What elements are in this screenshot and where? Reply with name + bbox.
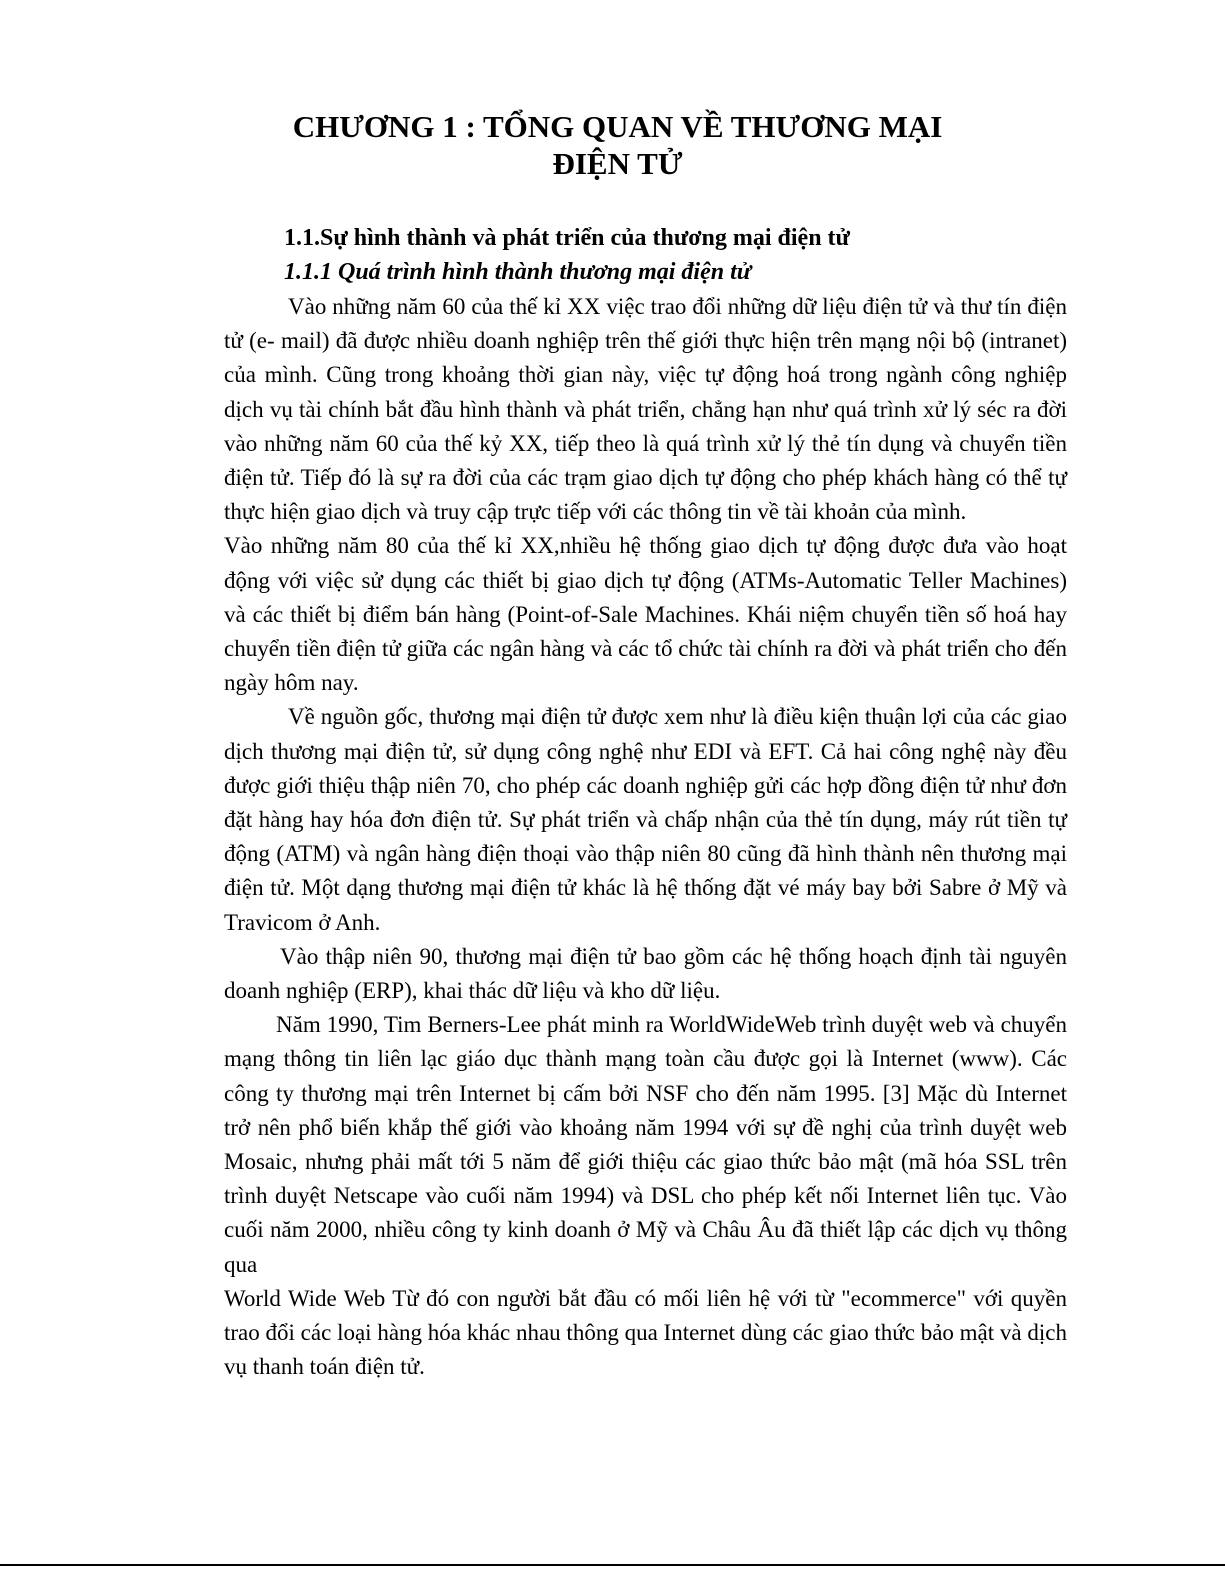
paragraph-3: Về nguồn gốc, thương mại điện tử được xem như là điều kiện thuận lợi của các giao dịch thương mại điện tử, sử dụng công nghệ như EDI và EFT. Cả hai công nghệ này đều được giới thiệu thập niên 70, cho phép các doanh nghiệp gửi các hợp đồng điện tử như đơn đặt hàng hay hóa đơn điện tử. Sự phát triển và chấp nhận của thẻ tín dụng, máy rút tiền tự động (ATM) và ngân hàng điện thoại vào thập niên 80 cũng đã hình thành nên thương mại điện tử. Một dạng thương mại điện tử khác là hệ thống đặt vé máy bay bởi Sabre ở Mỹ và Travicom ở Anh. xyxy=(224,704,1067,935)
paragraph-4: Vào thập niên 90, thương mại điện tử bao gồm các hệ thống hoạch định tài nguyên doanh nghiệp (ERP), khai thác dữ liệu và kho dữ liệu. xyxy=(224,943,1067,1004)
footer-divider xyxy=(0,1564,1225,1566)
subsection-heading: 1.1.1 Quá trình hình thành thương mại điện tử xyxy=(284,259,752,285)
chapter-title xyxy=(160,108,1075,182)
document-body xyxy=(224,290,1067,1385)
paragraph-5: Năm 1990, Tim Berners-Lee phát minh ra WorldWideWeb trình duyệt web và chuyển mạng thông tin liên lạc giáo dục thành mạng toàn cầu được gọi là Internet (www). Các công ty thương mại trên Internet bị cấm bởi NSF cho đến năm 1995. [3] Mặc dù Internet trở nên phổ biến khắp thế giới vào khoảng năm 1994 với sự đề nghị của trình duyệt web Mosaic, nhưng phải mất tới 5 năm để giới thiệu các giao thức bảo mật (mã hóa SSL trên trình duyệt Netscape vào cuối năm 1994) và DSL cho phép kết nối Internet liên tục. Vào cuối năm 2000, nhiều công ty kinh doanh ở Mỹ và Châu Âu đã thiết lập các dịch vụ thông qua xyxy=(224,1012,1067,1277)
paragraph-6: World Wide Web Từ đó con người bắt đầu có mối liên hệ với từ "ecommerce" với quyền trao đổi các loại hàng hóa khác nhau thông qua Internet dùng các giao thức bảo mật và dịch vụ thanh toán điện tử. xyxy=(224,1285,1067,1380)
paragraph-2: Vào những năm 80 của thế kỉ XX,nhiều hệ thống giao dịch tự động được đưa vào hoạt động với việc sử dụng các thiết bị giao dịch tự động (ATMs-Automatic Teller Machines) và các thiết bị điểm bán hàng (Point-of-Sale Machines. Khái niệm chuyển tiền số hoá hay chuyển tiền điện tử giữa các ngân hàng và các tổ chức tài chính ra đời và phát triển cho đến ngày hôm nay. xyxy=(224,533,1067,696)
section-heading: 1.1.Sự hình thành và phát triển của thương mại điện tử xyxy=(284,225,850,251)
chapter-title-line-2: ĐIỆN TỬ xyxy=(552,146,683,181)
chapter-title-line-1: CHƯƠNG 1 : TỔNG QUAN VỀ THƯƠNG MẠI xyxy=(292,109,943,144)
paragraph-1: Vào những năm 60 của thế kỉ XX việc trao đổi những dữ liệu điện tử và thư tín điện tử (e- mail) đã được nhiều doanh nghiệp trên thế giới thực hiện trên mạng nội bộ (intranet) của mình. Cũng trong khoảng thời gian này, việc tự động hoá trong ngành công nghiệp dịch vụ tài chính bắt đầu hình thành và phát triển, chẳng hạn như quá trình xử lý séc ra đời vào những năm 60 của thế kỷ XX, tiếp theo là quá trình xử lý thẻ tín dụng và chuyển tiền điện tử. Tiếp đó là sự ra đời của các trạm giao dịch tự động cho phép khách hàng có thể tự thực hiện giao dịch và truy cập trực tiếp với các thông tin về tài khoản của mình. xyxy=(224,294,1067,525)
